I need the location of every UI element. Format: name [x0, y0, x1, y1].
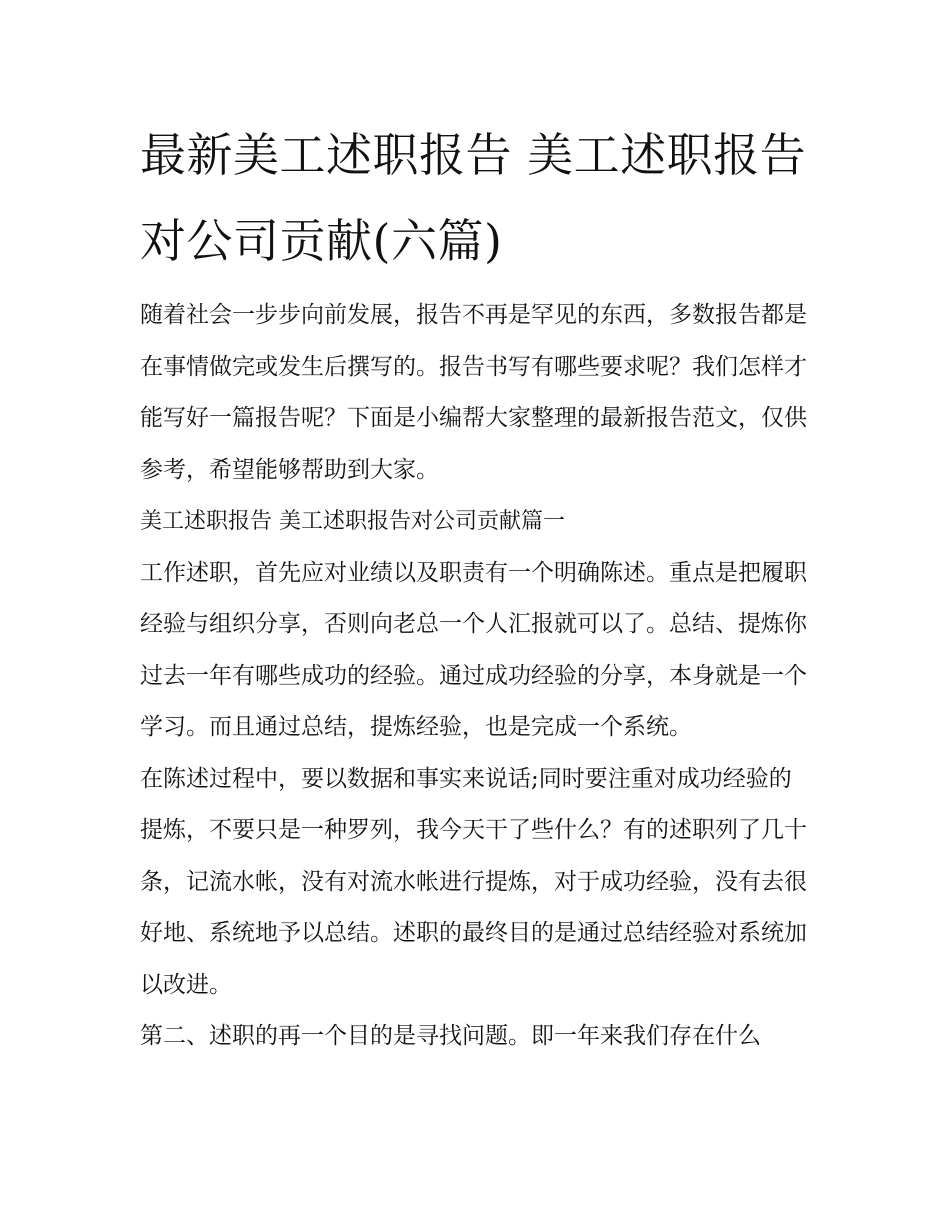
document-body: [140, 290, 812, 1063]
body-paragraph-2: 在陈述过程中，要以数据和事实来说话;同时要注重对成功经验的提炼，不要只是一种罗列，我今天干了些什么？有的述职列了几十条，记流水帐，没有对流水帐进行提炼，对于成功经验，没有去很好地、系统地予以总结。述职的最终目的是通过总结经验对系统加以改进。: [140, 765, 807, 998]
document-page: [140, 112, 812, 1063]
section-heading: 美工述职报告 美工述职报告对公司贡献篇一: [140, 509, 565, 534]
intro-paragraph: 随着社会一步步向前发展，报告不再是罕见的东西，多数报告都是在事情做完或发生后撰写的。报告书写有哪些要求呢？我们怎样才能写好一篇报告呢？下面是小编帮大家整理的最新报告范文，仅供参考，希望能够帮助到大家。: [140, 302, 807, 483]
body-paragraph-3: 第二、述职的再一个目的是寻找问题。即一年来我们存在什么: [140, 1023, 761, 1049]
document-title: 最新美工述职报告 美工述职报告对公司贡献(六篇): [140, 128, 807, 268]
body-paragraph-1: 工作述职，首先应对业绩以及职责有一个明确陈述。重点是把履职经验与组织分享，否则向老总一个人汇报就可以了。总结、提炼你过去一年有哪些成功的经验。通过成功经验的分享，本身就是一个学习。而且通过总结，提炼经验，也是完成一个系统。: [140, 559, 807, 740]
